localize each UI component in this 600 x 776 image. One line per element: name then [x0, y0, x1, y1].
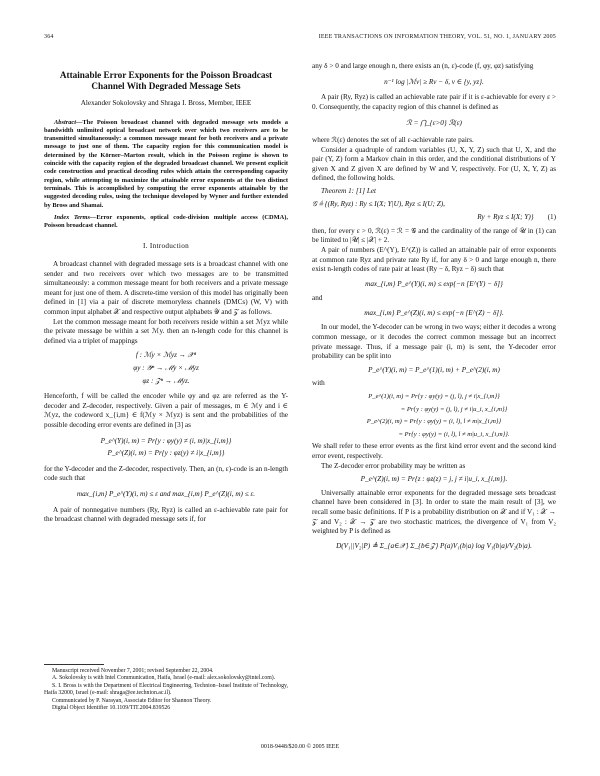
footnote: Communicated by P. Narayan, Associate Editor for Shannon Theory. — [52, 697, 212, 704]
footnote: Manuscript received November 7, 2001; revised September 22, 2004. — [52, 668, 214, 674]
paragraph: for the Y-decoder and the Z-decoder, respectively. Then, an (n, ε)-code is an n-length code such that — [44, 464, 288, 483]
equation-with: P_e^(1)(i, m) = Pr{y : φy(y) = (j, l), j ≠ i|x_{i,m}} — [368, 393, 500, 401]
footnote: S. I. Bross is with the Department of Electrical Engineering, Technion–Israel Institute of Technology, Haifa 32000, Israel (e-mail: shraga@ee.technion.ac.il). — [44, 682, 288, 697]
footnote: Digital Object Identifier 10.1109/TIT.2004.839526 — [52, 705, 171, 712]
equation-error-def: P_e^(Y)(i, m) = Pr{y : φy(y) ≠ (i, m)|x_{i,m}} — [100, 436, 232, 445]
paragraph: In our model, the Y-decoder can be wrong in two ways; either it decodes a wrong common message, or it decodes the correct common message but an incorrect private message. Thus, if a message pair (i, m) is sent, the Y-decoder error probability can be split into — [312, 323, 556, 361]
equation-rate: n⁻¹ log |ℳv| ≥ Rv − δ, v ∈ {y, yz}. — [384, 77, 484, 86]
authors: Alexander Sokolovsky and Shraga I. Bross, Member, IEEE — [80, 99, 252, 107]
footnotes — [44, 664, 288, 712]
equation-with: = Pr{y : φy(y) = (j, l), j ≠ i|u_i, x_{i,m}} — [400, 405, 508, 413]
equation-region: ℛ = ⋂_{ε>0} ℛ(ε) — [406, 119, 462, 128]
conjunction: with — [312, 379, 325, 388]
page-footer: 0018-9448/$20.00 © 2005 IEEE — [260, 744, 340, 750]
page-number: 364 — [44, 34, 54, 40]
paragraph: A pair (Ry, Ryz) is called an achievable rate pair if it is ε-achievable for every ε > 0. Consequently, the capacity region of this channel is defined as — [312, 93, 556, 111]
paragraph: Henceforth, f will be called the encoder while φy and φz are referred as the Y-decoder and Z-decoder, respectively. Given a pair of messages, m ∈ ℳy and i ∈ ℳyz, the codeword x_{i,m} ∈ f(ℳy × ℳyz) is sent and the probabilities of the possible decoding error events are defined in [3] as — [44, 392, 288, 429]
paragraph: where ℛ(ε) denotes the set of all ε-achievable rate pairs. — [312, 135, 474, 144]
footnote: A. Sokolovsky is with Intel Communication, Haifa, Israel (e-mail: alex.sokolovsky@intel.com). — [52, 675, 276, 682]
abstract-text: The Poisson broadcast channel with degraded message sets models a bandwidth unlimited optical broadcast network over which two receivers are to be transmitted simultaneously: a common message meant for both receivers and a private message to just one of them. The capacity region for this communication model is determined by the Körner–Marton result, which in the Poisson regime is shown to coincide with the capacity region of the degraded broadcast channel. We present explicit code construction and practical decoding rules which attain the corresponding capacity region, while attempting to maximize the attainable error exponents at the two distinct terminals. This is accomplished by computing the error exponents attainable by the suggested decoding rules, using the technique developed by Wyner and further extended by Bross and Shamai. — [44, 118, 288, 209]
equation-exponent: max_{i,m} P_e^(Y)(i, m) ≤ exp{−n [E^(Y) − δ]} — [365, 279, 503, 288]
equation-with: P_e^(2)(i, m) = Pr{y : φy(y) = (i, l), l ≠ m|x_{i,m}} — [366, 418, 502, 426]
equation-with: = Pr{y : φy(y) = (i, l), l ≠ m|u_i, x_{i,m}}. — [398, 430, 510, 438]
index-terms-text: Error exponents, optical code-division multiple access (CDMA), Poisson broadcast channel. — [44, 213, 288, 230]
equation-split: P_e^(Y)(i, m) = P_e^(1)(i, m) + P_e^(2)(i, m) — [368, 365, 500, 374]
paragraph: The Z-decoder error probability may be written as — [321, 461, 466, 470]
theorem-label: Theorem 1: [1] Let — [321, 186, 377, 195]
conjunction: and — [312, 294, 323, 303]
index-terms — [44, 214, 288, 231]
equation-number: (1) — [547, 213, 556, 222]
journal-header: IEEE TRANSACTIONS ON INFORMATION THEORY, VOL. 51, NO. 1, JANUARY 2005 — [318, 34, 556, 40]
index-terms-label: Index Terms— — [54, 213, 97, 221]
equation-mapping: φy : 𝒴ⁿ → ℳy × ℳyz — [133, 363, 199, 372]
footnote-rule — [44, 664, 104, 665]
equation-exponent: max_{i,m} P_e^(Z)(i, m) ≤ exp{−n [E^(Z) − δ]}. — [364, 308, 504, 317]
paragraph: any δ > 0 and large enough n, there exists an (n, ε)-code (f, φy, φz) satisfying — [312, 62, 534, 70]
equation-z-decoder: P_e^(Z)(i, m) = Pr{z : φz(z) = j, j ≠ i|u_i, x_{i,m}}. — [360, 475, 508, 484]
equation-mapping: f : ℳy × ℳyz → 𝒳ⁿ — [135, 351, 197, 360]
paragraph: We shall refer to these error events as the first kind error event and the second kind error event, respectively. — [312, 442, 556, 460]
left-column — [44, 62, 288, 525]
equation-mapping: φz : 𝒵ⁿ → ℳyz. — [142, 376, 190, 385]
paragraph: Consider a quadruple of random variables (U, X, Y, Z) such that U, X, and the pair (Y, Z) form a Markov chain in this order, and the conditional distributions of Y given X and Z given X are defined by W and V, respectively. For (U, X, Y, Z) as defined, the following holds. — [312, 145, 556, 183]
paragraph: then, for every ε > 0, ℛ(ε) = ℛ = 𝒢 and the cardinality of the range of 𝒰 in (1) can be limited to |𝒰| ≤ |𝒳| + 2. — [312, 226, 556, 245]
paragraph: A broadcast channel with degraded message sets is a broadcast channel with one sender and two receivers over which two messages are to be transmitted simultaneously: a common message meant for both receivers and a private message meant for just one of them. A discrete-time version of this model has originally been defined in [1] via a pair of discrete memoryless channels (DMCs) (W, V) with common input alphabet 𝒳 and respective output alphabets 𝒴 and 𝒵 as follows. — [44, 260, 288, 317]
equation-max-condition: max_{i,m} P_e^(Y)(i, m) ≤ ε and max_{i,m} P_e^(Z)(i, m) ≤ ε. — [76, 489, 256, 498]
equation-theorem-part: Ry + Ryz ≤ I(X; Y)} — [477, 213, 534, 222]
equation-error-def: P_e^(Z)(i, m) = Pr{y : φz(y) ≠ i|x_{i,m}} — [107, 449, 225, 458]
paragraph: Universally attainable error exponents for the degraded message sets broadcast channel have been considered in [3]. In order to state the main result of [3], we recall some basic definitions. If P is a probability distribution on 𝒳 and if V₁ : 𝒳 → 𝒵 and V₂ : 𝒳 → 𝒵 are two stochastic matrices, the divergence of V₁ from V₂ weighted by P is defined as — [312, 488, 556, 536]
paragraph: A pair of nonnegative numbers (Ry, Ryz) is called an ε-achievable rate pair for the broadcast channel with degraded message sets if, for — [44, 505, 288, 524]
abstract — [44, 119, 288, 210]
equation-theorem: 𝒢 ≜ {(Ry, Ryz) : Ry ≤ I(X; Y|U), Ryz ≤ I(U; Z), — [312, 199, 445, 208]
abstract-label: Abstract— — [54, 118, 83, 126]
right-column — [312, 62, 556, 556]
section-heading: I. Introduction — [142, 242, 190, 251]
paragraph: Let the common message meant for both receivers reside within a set ℳyz while the private message be within a set ℳy. then an n-length code for this channel is defined via a triplet of mappings — [44, 317, 288, 345]
paper-title: Attainable Error Exponents for the Poisson Broadcast Channel With Degraded Message Sets — [59, 70, 273, 91]
paragraph: A pair of numbers (E^(Y), E^(Z)) is called an attainable pair of error exponents at common rate Ryz and private rate Ry if, for any δ > 0 and large enough n, there exist n-length codes of rate pair at least (Ry − δ, Ryz − δ) such that — [312, 245, 556, 274]
equation-theorem-line2 — [312, 213, 556, 223]
equation-divergence: D(V₁||V₂|P) ≜ Σ_{a∈𝒳} Σ_{b∈𝒵} P(a)V₁(b|a) log V₁(b|a)/V₂(b|a). — [336, 541, 532, 550]
